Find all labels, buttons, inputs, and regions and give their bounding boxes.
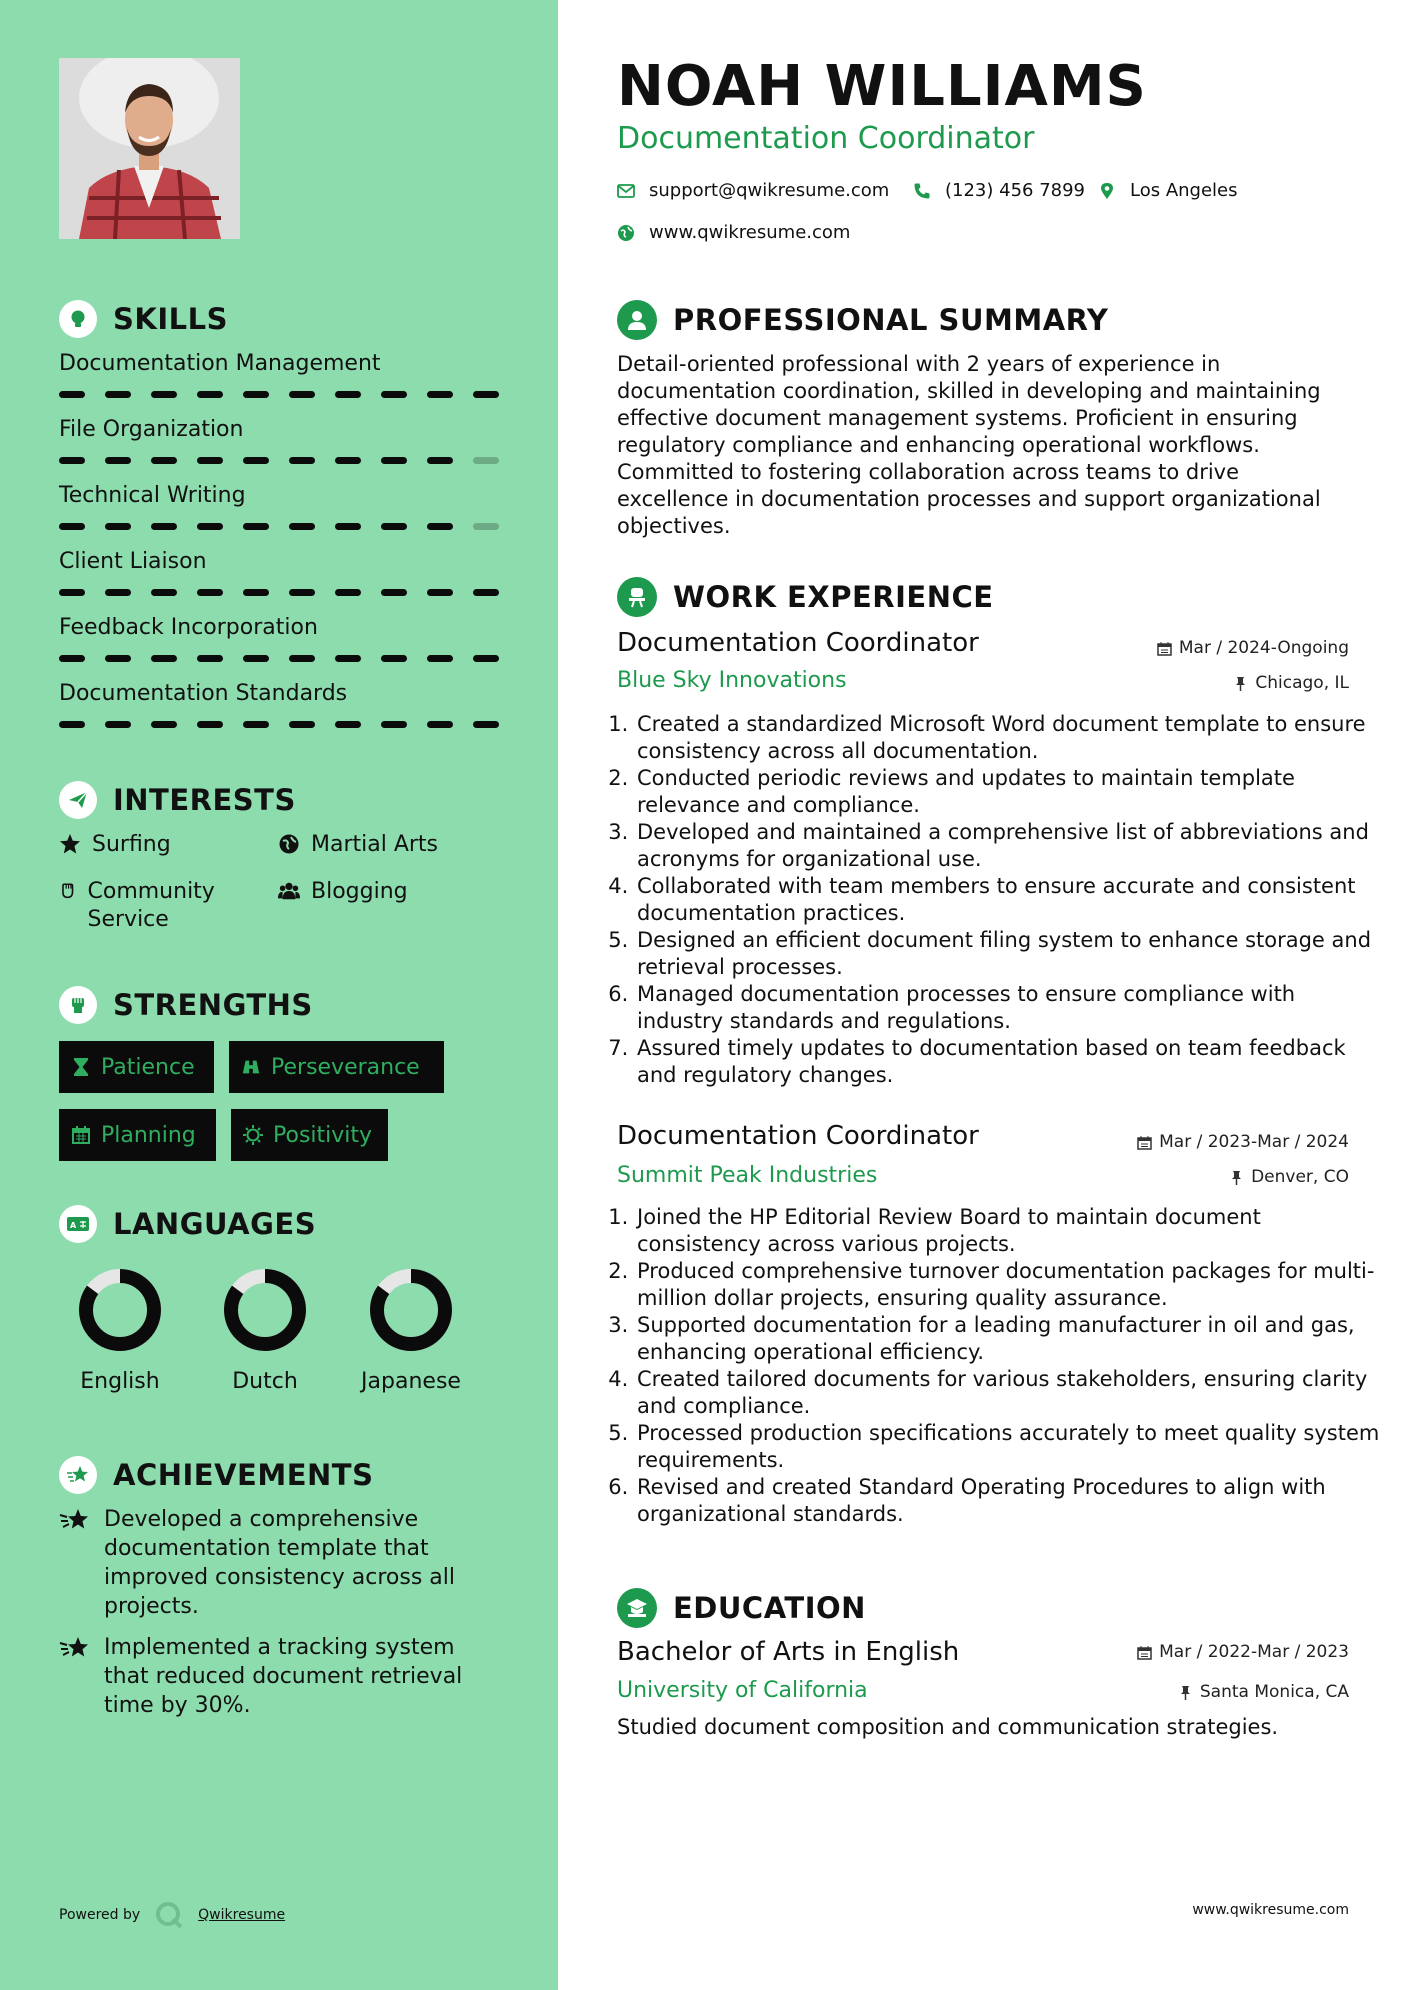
skill-dash (197, 457, 223, 464)
graduate-icon (617, 1588, 657, 1628)
skill-dash (197, 655, 223, 662)
fist-icon (59, 986, 97, 1024)
duty-item: 1. Created a standardized Microsoft Word document template to ensure consistency across all documentation. (635, 711, 1385, 765)
shooting-star-icon (59, 1635, 91, 1661)
skill-dash (289, 391, 315, 398)
star-icon (59, 833, 81, 855)
skill-dash (335, 721, 361, 728)
contact-location (1098, 180, 1238, 201)
job-location (1229, 1167, 1349, 1187)
skill-dash (243, 721, 269, 728)
skill-dash (289, 457, 315, 464)
globe-icon (278, 833, 300, 855)
duty-item: 4. Created tailored documents for various stakeholders, ensuring clarity and compliance. (635, 1366, 1385, 1420)
skill-dash (151, 523, 177, 530)
strength-label: Planning (101, 1122, 196, 1148)
skill-dash (197, 523, 223, 530)
job-location (1233, 673, 1349, 693)
skill-dash (473, 523, 499, 530)
interest-label: Community Service (87, 879, 215, 932)
contact-website[interactable] (617, 222, 850, 243)
skill-dash (105, 589, 131, 596)
candidate-title: Documentation Coordinator (617, 121, 1035, 156)
duty-item: 3. Supported documentation for a leading manufacturer in oil and gas, enhancing operational efficiency. (635, 1312, 1385, 1366)
skill-dash (243, 457, 269, 464)
interest-label: Martial Arts (311, 832, 439, 857)
skill-dash (105, 391, 131, 398)
language-icon (59, 1205, 97, 1243)
summary-title: PROFESSIONAL SUMMARY (673, 303, 1109, 337)
skill-dash (427, 655, 453, 662)
skill-dash (151, 457, 177, 464)
sun-icon (243, 1125, 263, 1145)
binoculars-icon (241, 1057, 261, 1077)
envelope-icon (617, 182, 635, 200)
strength-label: Perseverance (271, 1054, 420, 1080)
qwikresume-link[interactable]: Qwikresume (198, 1907, 286, 1923)
globe-icon (617, 224, 635, 242)
duty-item: 5. Processed production specifications accurately to meet quality system requirements. (635, 1420, 1385, 1474)
skill-dash (427, 523, 453, 530)
duty-item: 4. Collaborated with team members to ensure accurate and consistent documentation practices. (635, 873, 1385, 927)
hourglass-icon (71, 1057, 91, 1077)
job-dates-text: Mar / 2024-Ongoing (1178, 638, 1349, 658)
education-title: EDUCATION (673, 1591, 866, 1625)
qwikresume-logo-icon (154, 1900, 184, 1930)
website-text: www.qwikresume.com (649, 222, 851, 243)
job-dates-text: Mar / 2023-Mar / 2024 (1159, 1132, 1349, 1152)
skill-dash (335, 523, 361, 530)
skill-name: Documentation Standards (59, 681, 348, 706)
achievement-item (59, 1633, 499, 1720)
email-text: support@qwikresume.com (649, 180, 890, 201)
skill-dash (335, 655, 361, 662)
star-badge-icon (59, 1456, 97, 1494)
achievement-text: Implemented a tracking system that reduced document retrieval time by 30%. (104, 1635, 463, 1718)
skill-dash (151, 721, 177, 728)
achievements-header (59, 1453, 373, 1497)
skill-dash (105, 457, 131, 464)
degree-title: Bachelor of Arts in English (617, 1637, 960, 1667)
map-pin-icon (1098, 182, 1116, 200)
skill-dash (197, 589, 223, 596)
language-label: English (80, 1369, 160, 1394)
skill-dash (243, 589, 269, 596)
interests-header (59, 778, 296, 822)
duty-item: 6. Revised and created Standard Operating Procedures to align with organizational standards. (635, 1474, 1385, 1528)
company-name: Blue Sky Innovations (617, 668, 847, 693)
interest-item (59, 878, 259, 934)
skill-dash (243, 523, 269, 530)
interest-item (278, 831, 438, 859)
shooting-star-icon (59, 1507, 91, 1533)
interest-item (59, 831, 171, 859)
skill-name: Feedback Incorporation (59, 615, 318, 640)
skill-dash (151, 589, 177, 596)
skill-dash (243, 391, 269, 398)
skill-dash (473, 391, 499, 398)
duty-item: 5. Designed an efficient document filing system to enhance storage and retrieval processes. (635, 927, 1385, 981)
strength-badge (59, 1041, 214, 1093)
hand-icon (59, 880, 77, 902)
skill-dash (59, 457, 85, 464)
skill-dash (197, 391, 223, 398)
skill-name: Technical Writing (59, 483, 246, 508)
language-label: Dutch (232, 1369, 298, 1394)
language-item (346, 1265, 476, 1394)
job-duties (608, 1204, 1385, 1528)
pushpin-icon (1233, 676, 1248, 691)
skill-dash (59, 721, 85, 728)
languages-title: LANGUAGES (113, 1207, 317, 1241)
education-dates-text: Mar / 2022-Mar / 2023 (1159, 1642, 1349, 1662)
duty-item: 3. Developed and maintained a comprehensive list of abbreviations and acronyms for organizational use. (635, 819, 1385, 873)
skill-dash (59, 391, 85, 398)
paper-plane-icon (59, 781, 97, 819)
skills-title: SKILLS (113, 302, 228, 336)
phone-text: (123) 456 7899 (945, 180, 1086, 201)
job-duties (608, 711, 1385, 1089)
skill-dash (381, 655, 407, 662)
contact-email[interactable] (617, 180, 889, 201)
job-title: Documentation Coordinator (617, 1121, 979, 1151)
language-proficiency-ring (366, 1265, 456, 1355)
summary-header (617, 298, 1108, 342)
skill-dash (335, 457, 361, 464)
calendar-icon (1137, 1645, 1152, 1660)
job-location-text: Chicago, IL (1255, 673, 1349, 693)
company-name: Summit Peak Industries (617, 1163, 878, 1188)
skill-dash (473, 457, 499, 464)
skill-dash (105, 655, 131, 662)
skill-dash (289, 589, 315, 596)
skill-dash (381, 523, 407, 530)
achievement-text: Developed a comprehensive documentation template that improved consistency across all projects. (104, 1507, 456, 1619)
job-location-text: Denver, CO (1251, 1167, 1349, 1187)
skill-rating (59, 457, 499, 464)
language-proficiency-ring (220, 1265, 310, 1355)
duty-item: 2. Conducted periodic reviews and updates to maintain template relevance and compliance. (635, 765, 1385, 819)
job-title: Documentation Coordinator (617, 628, 979, 658)
skill-dash (473, 589, 499, 596)
strength-badge (229, 1041, 444, 1093)
achievements-title: ACHIEVEMENTS (113, 1458, 374, 1492)
skill-dash (197, 721, 223, 728)
strength-label: Patience (101, 1054, 195, 1080)
education-location-text: Santa Monica, CA (1199, 1682, 1349, 1702)
calendar-icon (71, 1125, 91, 1145)
phone-icon (913, 182, 931, 200)
skill-rating (59, 655, 499, 662)
skill-dash (59, 523, 85, 530)
calendar-icon (1137, 1135, 1152, 1150)
pushpin-icon (1178, 1685, 1193, 1700)
skill-rating (59, 589, 499, 596)
strength-badge (231, 1109, 388, 1161)
skill-dash (151, 391, 177, 398)
sidebar (0, 0, 558, 1990)
language-item (200, 1265, 330, 1394)
skill-rating (59, 721, 499, 728)
skill-dash (427, 589, 453, 596)
job-dates (1137, 1132, 1349, 1152)
language-proficiency-ring (75, 1265, 165, 1355)
skill-name: File Organization (59, 417, 244, 442)
contact-phone[interactable] (913, 180, 1085, 201)
education-header (617, 1586, 866, 1630)
lightbulb-icon (59, 300, 97, 338)
duty-item: 7. Assured timely updates to documentation based on team feedback and regulatory changes. (635, 1035, 1385, 1089)
pushpin-icon (1229, 1170, 1244, 1185)
svg-text:A: A (70, 1221, 77, 1230)
skill-dash (473, 721, 499, 728)
skills-header (59, 297, 228, 341)
strengths-header (59, 983, 313, 1027)
interest-item (278, 878, 408, 906)
skill-dash (427, 457, 453, 464)
strength-badge (59, 1109, 216, 1161)
skill-rating (59, 391, 499, 398)
duty-item: 6. Managed documentation processes to ensure compliance with industry standards and regulations. (635, 981, 1385, 1035)
skill-dash (473, 655, 499, 662)
languages-header (59, 1202, 316, 1246)
skill-dash (151, 655, 177, 662)
language-label: Japanese (361, 1369, 461, 1394)
skill-name: Client Liaison (59, 549, 207, 574)
job-dates (1157, 638, 1349, 658)
experience-header (617, 575, 994, 619)
summary-text: Detail-oriented professional with 2 years of experience in documentation coordination, skilled in developing and maintaining effective document management systems. Proficient in ensuring regulatory compliance and enhancing operational workflows. Committed to fostering collaboration across teams to drive excellence in documentation processes and support organizational objectives. (617, 352, 1321, 538)
skill-dash (105, 721, 131, 728)
calendar-icon (1157, 641, 1172, 656)
skill-dash (381, 391, 407, 398)
interests-title: INTERESTS (113, 783, 296, 817)
skill-dash (59, 655, 85, 662)
skill-name: Documentation Management (59, 351, 381, 376)
education-dates (1137, 1642, 1349, 1662)
interest-label: Surfing (92, 832, 171, 857)
skill-dash (289, 655, 315, 662)
skill-dash (427, 721, 453, 728)
powered-by-label: Powered by (59, 1907, 141, 1923)
location-text: Los Angeles (1130, 180, 1238, 201)
interest-label: Blogging (311, 879, 408, 904)
skill-dash (335, 391, 361, 398)
experience-title: WORK EXPERIENCE (673, 580, 994, 614)
user-icon (617, 300, 657, 340)
strengths-title: STRENGTHS (113, 988, 313, 1022)
profile-photo (59, 58, 240, 239)
candidate-name: NOAH WILLIAMS (617, 54, 1147, 119)
language-item (55, 1265, 185, 1394)
skill-dash (105, 523, 131, 530)
strength-label: Positivity (273, 1122, 373, 1148)
skill-dash (289, 721, 315, 728)
skill-dash (381, 457, 407, 464)
briefcase-icon (617, 577, 657, 617)
duty-item: 2. Produced comprehensive turnover documentation packages for multi-million dollar projects, ensuring quality assurance. (635, 1258, 1385, 1312)
skill-dash (59, 589, 85, 596)
education-location (1178, 1682, 1349, 1702)
skill-dash (289, 523, 315, 530)
skill-dash (243, 655, 269, 662)
education-description: Studied document composition and communication strategies. (617, 1715, 1279, 1739)
skill-dash (381, 589, 407, 596)
users-icon (278, 880, 300, 902)
skill-dash (381, 721, 407, 728)
achievement-item (59, 1505, 499, 1621)
powered-by (59, 1900, 285, 1930)
skill-dash (335, 589, 361, 596)
skill-rating (59, 523, 499, 530)
duty-item: 1. Joined the HP Editorial Review Board to maintain document consistency across various projects. (635, 1204, 1385, 1258)
footer-website[interactable]: www.qwikresume.com (1192, 1902, 1349, 1918)
school-name: University of California (617, 1678, 868, 1703)
skill-dash (427, 391, 453, 398)
